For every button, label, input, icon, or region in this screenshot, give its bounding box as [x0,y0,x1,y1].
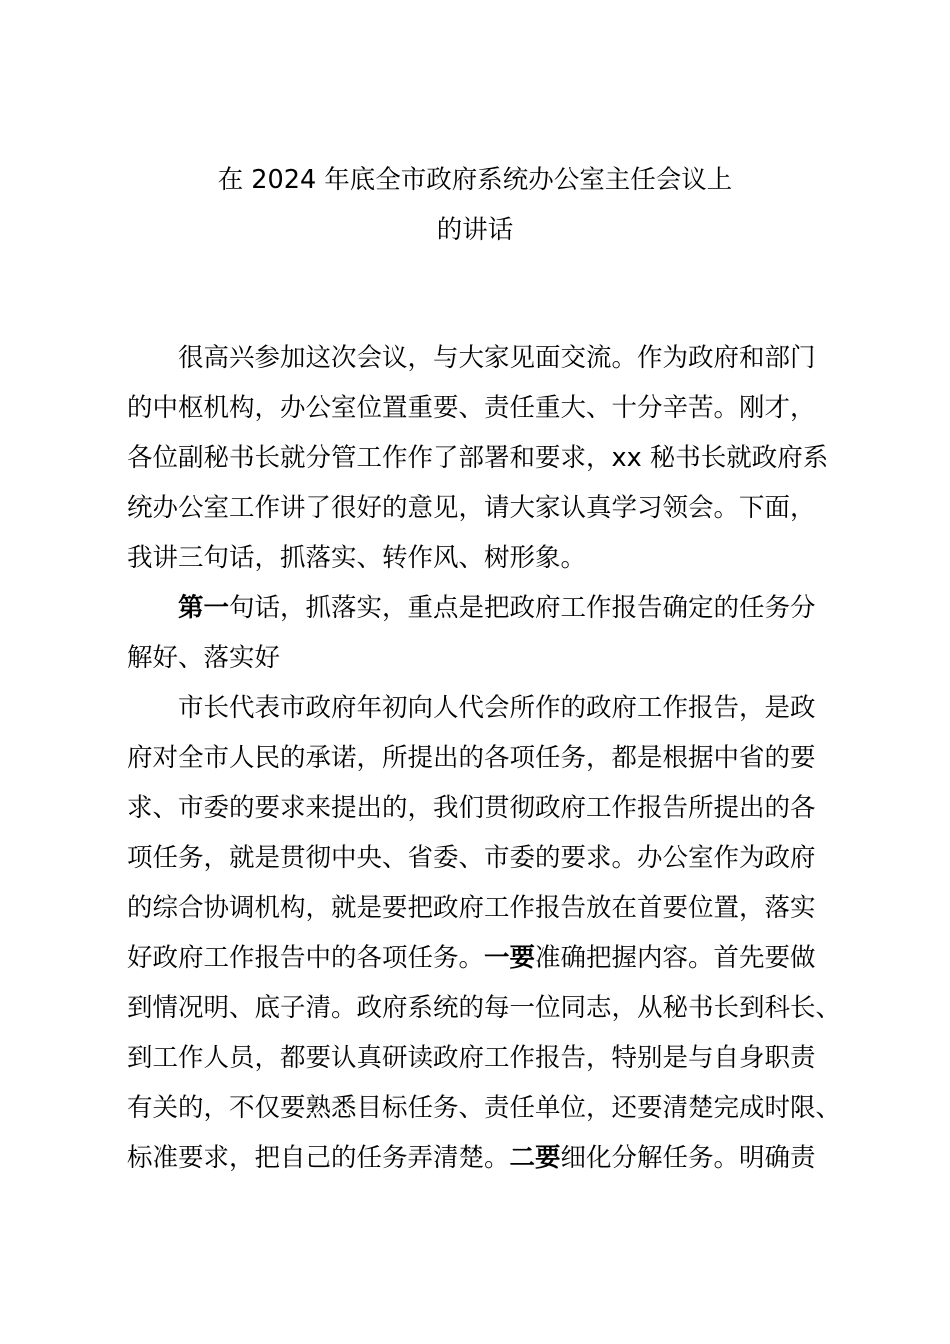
text-line: 府对全市人民的承诺，所提出的各项任务，都是根据中省的要 [127,743,816,773]
text-span: 句话，抓落实，重点是把政府工作报告确定的任务分 [229,593,816,623]
text-line: 解好、落实好 [127,643,281,673]
document-title [120,155,830,255]
text-line [127,1133,847,1183]
paragraph-section-heading [127,583,847,683]
text-line: 有关的，不仅要熟悉目标任务、责任单位，还要清楚完成时限、 [127,1093,842,1123]
paragraph-opening [127,333,847,583]
bold-lead: 二要 [509,1143,561,1173]
text-line: 统办公室工作讲了很好的意见，请大家认真学习领会。下面， [127,493,816,523]
text-span: 标准要求，把自己的任务弄清楚。 [127,1143,510,1173]
text-line: 到工作人员，都要认真研读政府工作报告，特别是与自身职责 [127,1043,816,1073]
document-body [127,333,847,1183]
text-line [127,583,847,633]
text-line: 我讲三句话，抓落实、转作风、树形象。 [127,543,587,573]
text-line: 各位副秘书长就分管工作作了部署和要求，xx 秘书长就政府系 [127,443,829,473]
bold-lead: 第一 [178,593,230,623]
text-line: 求、市委的要求来提出的，我们贯彻政府工作报告所提出的各 [127,793,816,823]
title-line-1: 在 2024 年底全市政府系统办公室主任会议上 [217,165,733,195]
text-span: 好政府工作报告中的各项任务。 [127,943,485,973]
text-line: 的综合协调机构，就是要把政府工作报告放在首要位置，落实 [127,893,816,923]
paragraph-body [127,683,847,1183]
text-line [127,933,847,983]
text-line: 项任务，就是贯彻中央、省委、市委的要求。办公室作为政府 [127,843,816,873]
text-span: 细化分解任务。明确责 [560,1143,816,1173]
text-line: 市长代表市政府年初向人代会所作的政府工作报告，是政 [178,693,816,723]
title-line-2: 的讲话 [436,215,514,245]
text-span: 准确把握内容。首先要做 [535,943,816,973]
bold-lead: 一要 [484,943,536,973]
text-line: 到情况明、底子清。政府系统的每一位同志，从秘书长到科长、 [127,993,842,1023]
text-line: 的中枢机构，办公室位置重要、责任重大、十分辛苦。刚才， [127,393,816,423]
text-line: 很高兴参加这次会议，与大家见面交流。作为政府和部门 [178,343,816,373]
